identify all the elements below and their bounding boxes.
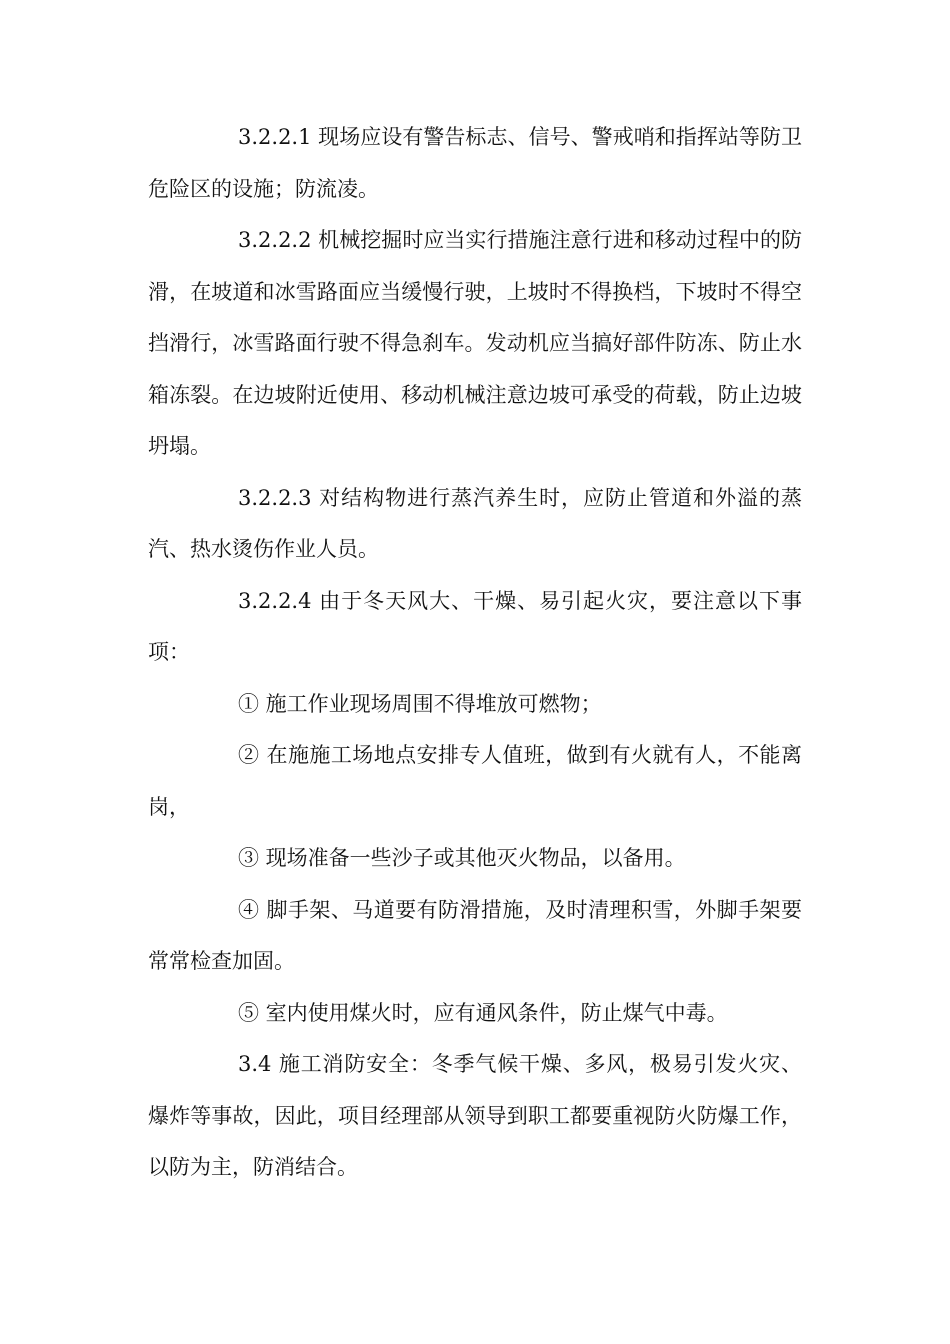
paragraph-3-2-2-1: 3.2.2.1 现场应设有警告标志、信号、警戒哨和指挥站等防卫危险区的设施；防流凌。 (148, 125, 802, 201)
list-item-3: ③ 现场准备一些沙子或其他灭火物品，以备用。 (238, 846, 686, 870)
list-item-1: ① 施工作业现场周围不得堆放可燃物； (238, 691, 602, 716)
paragraph-3-2-2-3: 3.2.2.3 对结构物进行蒸汽养生时，应防止管道和外溢的蒸汽、热水烫伤作业人员。 (148, 485, 802, 561)
document-body (148, 112, 802, 1194)
list-item-2: ② 在施施工场地点安排专人值班，做到有火就有人，不能离岗， (148, 743, 802, 819)
list-item-4: ④ 脚手架、马道要有防滑措施，及时清理积雪，外脚手架要常常检查加固。 (148, 897, 802, 973)
paragraph-3-2-2-4: 3.2.2.4 由于冬天风大、干燥、易引起火灾，要注意以下事项： (148, 588, 802, 664)
list-item-5: ⑤ 室内使用煤火时，应有通风条件，防止煤气中毒。 (238, 1000, 728, 1025)
paragraph-3-2-2-2: 3.2.2.2 机械挖掘时应当实行措施注意行进和移动过程中的防滑，在坡道和冰雪路面应当缓慢行驶，上坡时不得换档，下坡时不得空挡滑行，冰雪路面行驶不得急刹车。发动机应当搞好部件防冻、防止水箱冻裂。在边坡附近使用、移动机械注意边坡可承受的荷载，防止边坡坍塌。 (148, 228, 802, 458)
paragraph-3-4: 3.4 施工消防安全：冬季气候干燥、多风，极易引发火灾、爆炸等事故，因此，项目经理部从领导到职工都要重视防火防爆工作，以防为主，防消结合。 (148, 1052, 802, 1179)
